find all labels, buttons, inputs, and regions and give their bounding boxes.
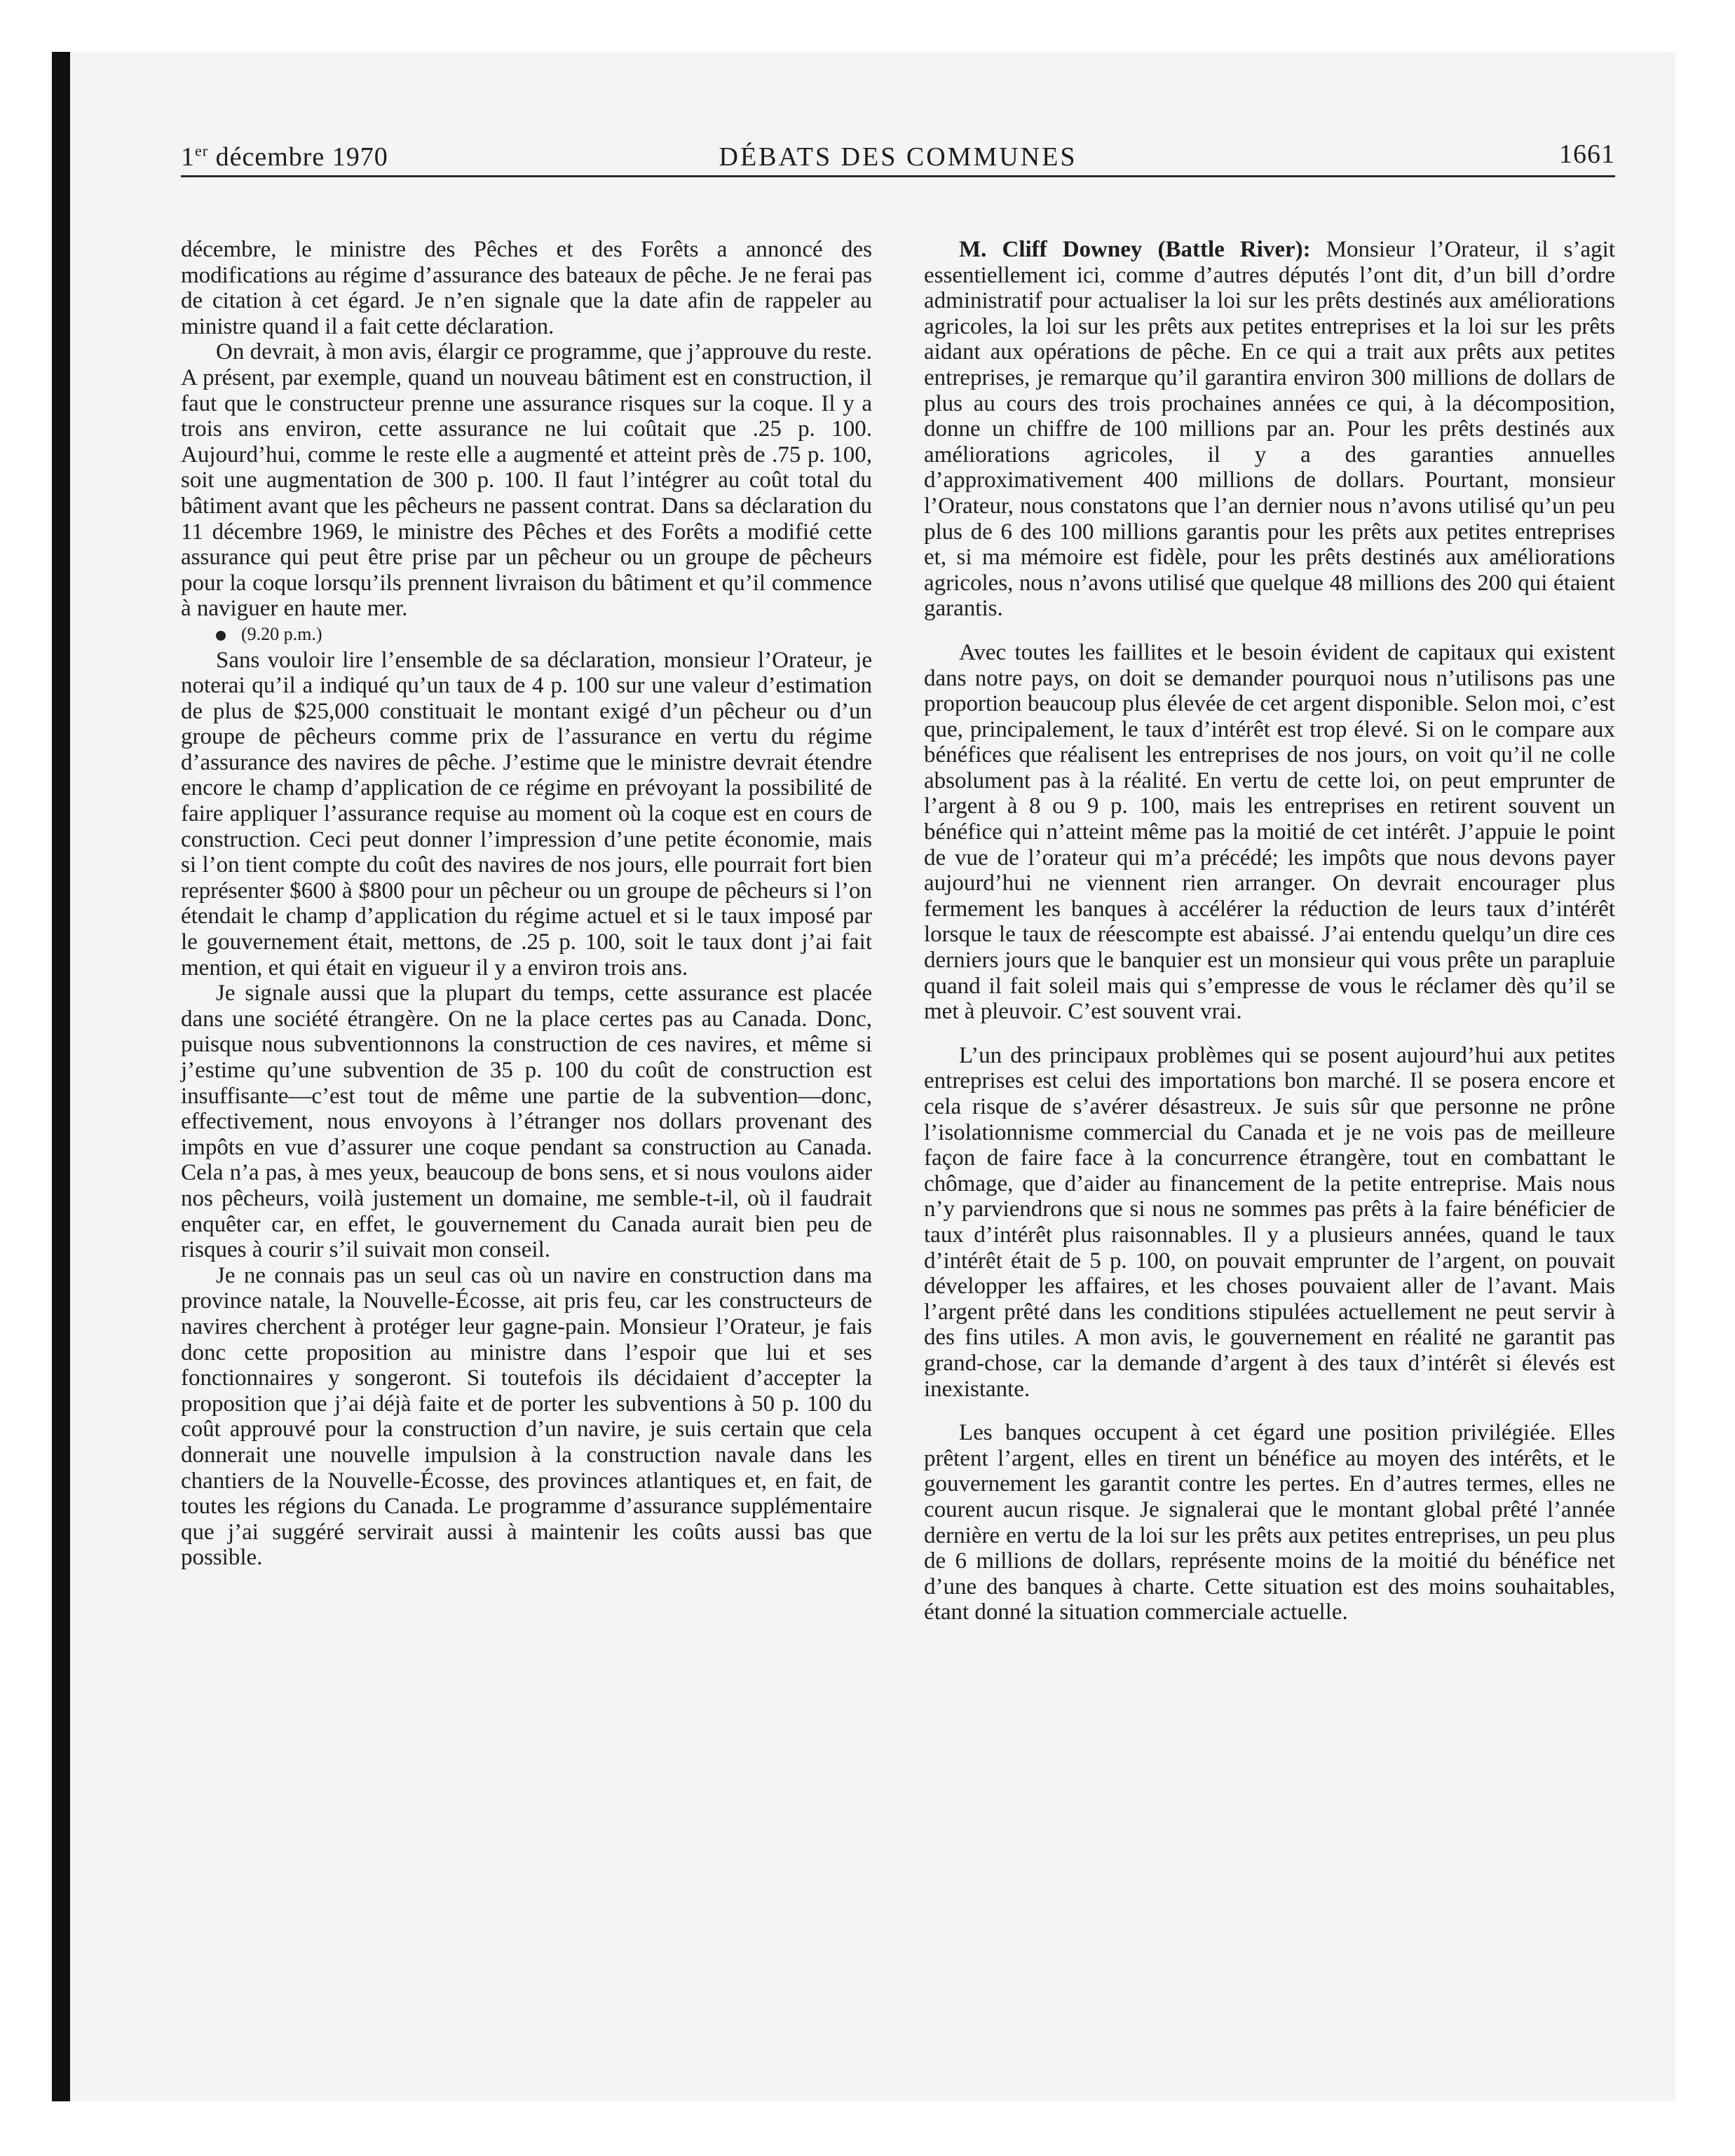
date-day: 1 <box>181 142 195 172</box>
right-paragraph-4: Les banques occupent à cet égard une position privilégiée. Elles prêtent l’argent, elles en tirent un bénéfice au moyen des intérêts, et le gouvernement les garantit contre les pertes. En d’autres termes, elles ne courent aucun risque. Je signalerai que le montant global prêté l’année dernière en vertu de la loi sur les prêts aux petites entreprises, un peu plus de 6 millions de dollars, représente moins de la moitié du bénéfice net d’une des banques à charte. Cette situation est des moins souhaitables, étant donné la situation commerciale actuelle. <box>924 1420 1615 1625</box>
page-number: 1661 <box>1559 139 1615 169</box>
bullet-icon <box>216 631 226 641</box>
right-paragraph-2: Avec toutes les faillites et le besoin évident de capitaux qui existent dans notre pays, on doit se demander pourquoi nous n’utilisons pas une proportion beaucoup plus élevée de cet argent disponible. Selon moi, c’est que, principalement, le taux d’intérêt est trop élevé. Si on le compare aux bénéfices que réalisent les entreprises de nos jours, on voit qu’il ne colle absolument pas à la réalité. En vertu de cette loi, on peut emprunter de l’argent à 8 ou 9 p. 100, mais les entreprises en retirent souvent un bénéfice qui n’atteint même pas la moitié de cet intérêt. J’appuie le point de vue de l’orateur qui m’a précédé; les impôts que nous devons payer aujourd’hui ne viennent rien arranger. On devrait encourager plus fermement les banques à accélérer la réduction de leurs taux d’intérêt lorsque le taux de réescompte est abaissé. J’ai entendu quelqu’un dire ces derniers jours que le banquier est un monsieur qui vous prête un parapluie quand il fait soleil mais qui s’empresse de vous le réclamer dès qu’il se met à pleuvoir. C’est souvent vrai. <box>924 639 1615 1025</box>
right-column <box>924 237 1615 1625</box>
left-paragraph-4: Je signale aussi que la plupart du temps, cette assurance est placée dans une société étrangère. On ne la place certes pas au Canada. Donc, puisque nous subventionnons la construction de ces navires, et même si j’estime qu’une subvention de 35 p. 100 du coût de construction est insuffisante—c’est tout de même une partie de la subvention—donc, effectivement, nous envoyons à l’étranger nos dollars provenant des impôts en vue d’assurer une coque pendant sa construction au Canada. Cela n’a pas, à mes yeux, beaucoup de bons sens, et si nous voulons aider nos pêcheurs, voilà justement un domaine, me semble-t-il, où il faudrait enquêter car, en effet, le gouvernement du Canada aurait bien peu de risques à courir s’il suivait mon conseil. <box>181 981 872 1263</box>
time-marker <box>181 622 872 648</box>
speaker-name: M. Cliff Downey (Battle River): <box>959 237 1311 262</box>
date-superscript: er <box>195 142 209 160</box>
scan-edge <box>52 52 70 2101</box>
date-rest: décembre 1970 <box>208 142 388 172</box>
page-header <box>181 136 1615 177</box>
left-column <box>181 237 872 1571</box>
right-paragraph-1-text: Monsieur l’Orateur, il s’agit essentiellement ici, comme d’autres députés l’ont dit, d’un bill d’ordre administratif pour actualiser la loi sur les prêts destinés aux améliorations agricoles, la loi sur les prêts aux petites entreprises et la loi sur les prêts aidant aux opérations de pêche. En ce qui a trait aux prêts aux petites entreprises, je remarque qu’il garantira environ 300 millions de dollars de plus au cours des trois prochaines années ce qui, à la décomposition, donne un chiffre de 100 millions par an. Pour les prêts destinés aux améliorations agricoles, il y a des garanties annuelles d’approximativement 400 millions de dollars. Pourtant, monsieur l’Orateur, nous constatons que l’an dernier nous n’avons utilisé qu’un peu plus de 6 des 100 millions garantis pour les prêts aux petites entreprises et, si ma mémoire est fidèle, pour les prêts destinés aux améliorations agricoles, nous n’avons utilisé que quelque 48 millions des 200 qui étaient garantis. <box>924 237 1615 622</box>
header-title: DÉBATS DES COMMUNES <box>719 142 1077 172</box>
time-marker-text: (9.20 p.m.) <box>241 623 322 644</box>
left-paragraph-5: Je ne connais pas un seul cas où un navire en construction dans ma province natale, la Nouvelle-Écosse, ait pris feu, car les constructeurs de navires cherchent à protéger leur gagne-pain. Monsieur l’Orateur, je fais donc cette proposition au ministre dans l’espoir que lui et ses fonctionnaires y songeront. Si toutefois ils décidaient d’accepter la proposition que j’ai déjà faite et de porter les subventions à 50 p. 100 du coût approuvé pour la construction d’un navire, je suis certain que cela donnerait une nouvelle impulsion à la construction navale dans les chantiers de la Nouvelle-Écosse, des provinces atlantiques et, en fait, de toutes les régions du Canada. Le programme d’assurance supplémentaire que j’ai suggéré servirait aussi à maintenir les coûts aussi bas que possible. <box>181 1262 872 1571</box>
left-paragraph-2: On devrait, à mon avis, élargir ce programme, que j’approuve du reste. A présent, par exemple, quand un nouveau bâtiment est en construction, il faut que le constructeur prenne une assurance risques sur la coque. Il y a trois ans environ, cette assurance ne lui coûtait que .25 p. 100. Aujourd’hui, comme le reste elle a augmenté et atteint près de .75 p. 100, soit une augmentation de 300 p. 100. Il faut l’intégrer au coût total du bâtiment avant que les pêcheurs ne passent contrat. Dans sa déclaration du 11 décembre 1969, le ministre des Pêches et des Forêts a modifié cette assurance qui peut être prise par un pêcheur ou un groupe de pêcheurs pour la coque lorsqu’ils prennent livraison du bâtiment et qu’il commence à naviguer en haute mer. <box>181 339 872 622</box>
left-paragraph-1: décembre, le ministre des Pêches et des Forêts a annoncé des modifications au régime d’assurance des bateaux de pêche. Je ne ferai pas de citation à cet égard. Je n’en signale que la date afin de rappeler au ministre quand il a fait cette déclaration. <box>181 237 872 339</box>
left-paragraph-3: Sans vouloir lire l’ensemble de sa déclaration, monsieur l’Orateur, je noterai qu’il a indiqué qu’un taux de 4 p. 100 sur une valeur d’estimation de plus de $25,000 constituait le montant exigé d’un pêcheur ou d’un groupe de pêcheurs comme prix de l’assurance en vertu du régime d’assurance des navires de pêche. J’estime que le ministre devrait étendre encore le champ d’application de ce régime en prévoyant la possibilité de faire appliquer l’assurance requise au moment où la coque est en cours de construction. Ceci peut donner l’impression d’une petite économie, mais si l’on tient compte du coût des navires de nos jours, elle pourrait fort bien représenter $600 à $800 pour un pêcheur ou un groupe de pêcheurs si l’on étendait le champ d’application du régime actuel et si le taux imposé par le gouvernement était, mettons, de .25 p. 100, soit le taux dont j’ai fait mention, et qui était en vigueur il y a environ trois ans. <box>181 647 872 981</box>
right-paragraph-1 <box>924 237 1615 622</box>
right-paragraph-3: L’un des principaux problèmes qui se posent aujourd’hui aux petites entreprises est celui des importations bon marché. Il se posera encore et cela risque de s’avérer désastreux. Je suis sûr que personne ne prône l’isolationnisme commercial du Canada et je ne vois pas de meilleure façon de faire face à la concurrence étrangère, tout en combattant le chômage, que d’aider au financement de la petite entreprise. Mais nous n’y parviendrons que si nous ne sommes pas prêts à la faire bénéficier de taux d’intérêt plus raisonnables. Il y a plusieurs années, quand le taux d’intérêt était de 5 p. 100, on pouvait emprunter de l’argent, on pouvait développer les affaires, et les choses pouvaient aller de l’avant. Mais l’argent prêté dans les conditions stipulées actuellement ne peut servir à des fins utiles. A mon avis, le gouvernement en réalité ne garantit pas grand-chose, car la demande d’argent à des taux d’intérêt si élevés est inexistante. <box>924 1042 1615 1402</box>
